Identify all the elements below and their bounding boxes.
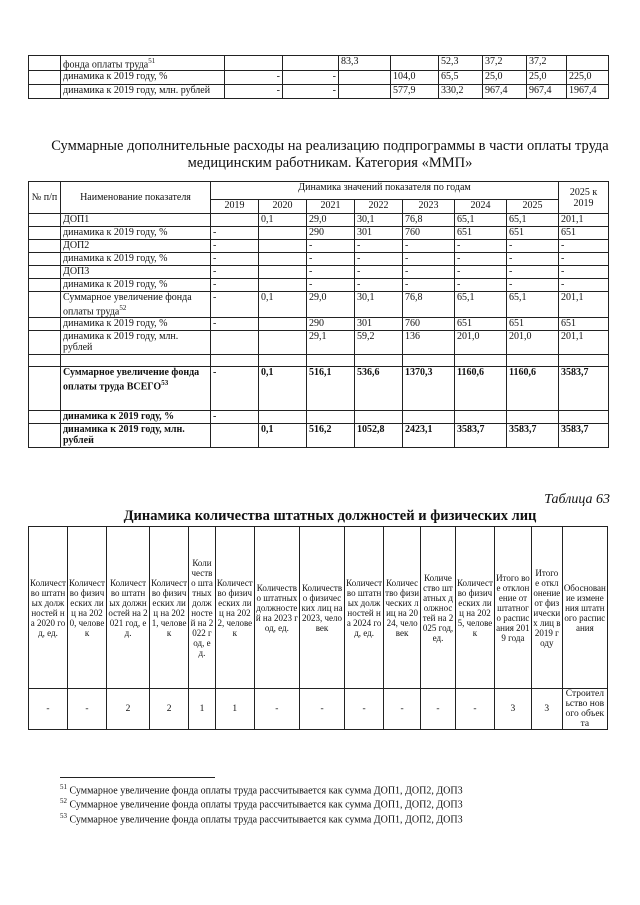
row-name <box>61 253 211 266</box>
table-cell: - <box>355 266 403 279</box>
table-cell: 201,1 <box>559 214 609 227</box>
table-row <box>29 253 609 266</box>
table-cell <box>211 214 259 227</box>
row-name-text: динамика к 2019 году, % <box>63 71 168 83</box>
year-header: 2019 <box>211 200 259 214</box>
staff-cell: 3 <box>531 689 562 730</box>
row-num <box>29 266 61 279</box>
table-cell: - <box>403 240 455 253</box>
table-cell: 37,2 <box>483 56 527 71</box>
table-cell: - <box>355 279 403 292</box>
row-name <box>61 56 225 71</box>
table-cell: 37,2 <box>527 56 567 71</box>
staff-header: Итого вое отклонение от штатного расписания 2019 года <box>494 527 531 689</box>
table-cell: - <box>211 240 259 253</box>
row-num <box>29 411 61 424</box>
table-cell: 651 <box>455 227 507 240</box>
table-cell <box>403 355 455 367</box>
table-cell: - <box>211 318 259 331</box>
header-2025-vs-2019: 2025 к 2019 <box>559 182 609 214</box>
table-cell: 1370,3 <box>403 367 455 411</box>
table-cell: 65,1 <box>455 214 507 227</box>
table-cell: 59,2 <box>355 331 403 355</box>
table-cell: 3583,7 <box>559 367 609 411</box>
staff-cell: - <box>299 689 344 730</box>
row-name <box>61 240 211 253</box>
row-name <box>61 331 211 355</box>
staff-cell: - <box>455 689 494 730</box>
table-cell: - <box>559 240 609 253</box>
table-cell <box>507 411 559 424</box>
table-cell: - <box>211 367 259 411</box>
table-cell: 1160,6 <box>455 367 507 411</box>
table-cell: 760 <box>403 318 455 331</box>
footnote-text: Суммарное увеличение фонда оплаты труда рассчитывается как сумма ДОП1, ДОП2, ДОП3 <box>69 813 463 825</box>
row-name <box>61 266 211 279</box>
table-cell: 136 <box>403 331 455 355</box>
table-cell: 29,0 <box>307 292 355 318</box>
row-name-text: динамика к 2019 году, % <box>63 253 168 264</box>
row-name <box>61 214 211 227</box>
table-cell: - <box>307 279 355 292</box>
staff-header: Количество физических лиц на 2024, человек <box>384 527 421 689</box>
staff-header: Количество штатных должностей на 2024 год, ед. <box>345 527 384 689</box>
row-num <box>29 355 61 367</box>
table-cell <box>307 411 355 424</box>
row-num <box>29 318 61 331</box>
table-cell: - <box>559 279 609 292</box>
row-name <box>61 411 211 424</box>
staff-cell: - <box>68 689 107 730</box>
year-header: 2021 <box>307 200 355 214</box>
table-cell: 1160,6 <box>507 367 559 411</box>
table-cell: - <box>211 253 259 266</box>
row-name-text: фонда оплаты труда <box>63 59 149 71</box>
table-row <box>29 355 609 367</box>
staff-header: Количество физических лиц на 2022, человек <box>215 527 254 689</box>
year-header: 2025 <box>507 200 559 214</box>
table-cell <box>283 56 339 71</box>
row-num <box>29 279 61 292</box>
year-header: 2022 <box>355 200 403 214</box>
table-cell <box>355 411 403 424</box>
row-name-text: ДОП3 <box>63 266 90 277</box>
table-cell <box>307 355 355 367</box>
footnote <box>60 782 463 796</box>
row-name <box>61 279 211 292</box>
table-number: Таблица 63 <box>544 492 610 507</box>
table-cell: 65,5 <box>439 71 483 85</box>
staff-header: Количество штатных должностей на 2020 год, ед. <box>29 527 68 689</box>
table-cell: - <box>403 253 455 266</box>
table-row <box>29 227 609 240</box>
row-name <box>61 85 225 99</box>
table-cell: 201,0 <box>507 331 559 355</box>
row-name-text: динамика к 2019 году, млн. рублей <box>63 85 211 97</box>
table-cell: 0,1 <box>259 214 307 227</box>
table-row <box>29 424 609 448</box>
table-cell <box>211 424 259 448</box>
table-cell: 967,4 <box>527 85 567 99</box>
table-cell: - <box>211 292 259 318</box>
staff-cell: - <box>345 689 384 730</box>
table-cell: - <box>559 266 609 279</box>
table-cell <box>391 56 439 71</box>
table-cell: 65,1 <box>507 214 559 227</box>
row-name-text: динамика к 2019 году, % <box>63 318 168 330</box>
table-cell: - <box>507 253 559 266</box>
table-cell: 0,1 <box>259 367 307 411</box>
row-name-text: динамика к 2019 году, млн. рублей <box>63 331 179 354</box>
table-cell: - <box>225 85 283 99</box>
footnotes <box>60 782 463 825</box>
row-name <box>61 355 211 367</box>
row-name <box>61 424 211 448</box>
table-row <box>29 292 609 318</box>
footnote-separator <box>60 777 215 778</box>
row-num <box>29 292 61 318</box>
footnote-ref: 52 <box>119 304 127 312</box>
row-name-text: динамика к 2019 году, млн. рублей <box>63 424 185 447</box>
continued-table <box>28 55 609 99</box>
table-cell <box>355 355 403 367</box>
table-cell <box>339 71 391 85</box>
year-header: 2023 <box>403 200 455 214</box>
table-cell: 967,4 <box>483 85 527 99</box>
table-cell: - <box>307 266 355 279</box>
footnote <box>60 796 463 810</box>
table-cell: 29,1 <box>307 331 355 355</box>
table-row <box>29 56 609 71</box>
table-cell: 301 <box>355 318 403 331</box>
table-cell <box>259 318 307 331</box>
row-name-text: динамика к 2019 году, % <box>63 279 168 290</box>
table-cell: - <box>283 85 339 99</box>
header-name: Наименование показателя <box>61 182 211 214</box>
row-num <box>29 56 61 71</box>
footnote-number: 53 <box>60 811 67 820</box>
table-cell: - <box>455 253 507 266</box>
table-cell <box>559 411 609 424</box>
table-cell: 52,3 <box>439 56 483 71</box>
table-cell: - <box>211 411 259 424</box>
staff-header: Количество физических лиц на 2025, человек <box>455 527 494 689</box>
staff-cell: Строительство нового объекта <box>562 689 607 730</box>
table-cell: 516,2 <box>307 424 355 448</box>
table-cell: 1052,8 <box>355 424 403 448</box>
row-num <box>29 240 61 253</box>
row-num <box>29 214 61 227</box>
table-cell: 201,0 <box>455 331 507 355</box>
row-num <box>29 71 61 85</box>
staff-cell: 2 <box>150 689 189 730</box>
table-cell: 30,1 <box>355 214 403 227</box>
table-cell: - <box>355 240 403 253</box>
table-cell <box>559 355 609 367</box>
row-num <box>29 227 61 240</box>
table-cell: 516,1 <box>307 367 355 411</box>
table-cell: - <box>507 266 559 279</box>
table-cell: 1967,4 <box>567 85 609 99</box>
table-row <box>29 367 609 411</box>
staff-header: Количество штатных должностей на 2022 год, ед. <box>189 527 216 689</box>
table-row <box>29 85 609 99</box>
staff-header: Итого е отклонение от физических лиц в 2019 году <box>531 527 562 689</box>
table-row <box>29 71 609 85</box>
table-cell <box>507 355 559 367</box>
table-cell: - <box>211 227 259 240</box>
footnote-ref: 51 <box>148 57 156 65</box>
footnote-number: 52 <box>60 797 67 806</box>
row-name <box>61 318 211 331</box>
staff-cell: 2 <box>107 689 150 730</box>
table-cell <box>211 355 259 367</box>
staff-cell: - <box>384 689 421 730</box>
footnote-text: Суммарное увеличение фонда оплаты труда рассчитывается как сумма ДОП1, ДОП2, ДОП3 <box>69 799 463 811</box>
table-cell <box>259 253 307 266</box>
section-title: Суммарные дополнительные расходы на реализацию подпрограммы в части оплаты труда медицинским работникам. Категория «ММП» <box>51 138 609 171</box>
table-cell <box>259 279 307 292</box>
table-cell: 83,3 <box>339 56 391 71</box>
row-num <box>29 424 61 448</box>
year-header: 2024 <box>455 200 507 214</box>
row-num <box>29 367 61 411</box>
staff-cell: 1 <box>189 689 216 730</box>
table-cell: 201,1 <box>559 331 609 355</box>
staff-cell: 3 <box>494 689 531 730</box>
row-name <box>61 367 211 411</box>
table-cell: 651 <box>507 227 559 240</box>
table-cell: - <box>455 240 507 253</box>
staff-header: Количество штатных должностей на 2023 год, ед. <box>254 527 299 689</box>
row-num <box>29 253 61 266</box>
table-cell: 651 <box>559 318 609 331</box>
table-cell: - <box>355 253 403 266</box>
table-cell: 104,0 <box>391 71 439 85</box>
header-dynamics: Динамика значений показателя по годам <box>211 182 559 200</box>
table-cell: 76,8 <box>403 292 455 318</box>
staff-cell: 1 <box>215 689 254 730</box>
table-cell: 651 <box>559 227 609 240</box>
table-cell: 301 <box>355 227 403 240</box>
table-cell: 76,8 <box>403 214 455 227</box>
table-cell: - <box>283 71 339 85</box>
table-cell: 201,1 <box>559 292 609 318</box>
table-cell: - <box>507 240 559 253</box>
table-cell: 290 <box>307 318 355 331</box>
staff-header: Количество штатных должностей на 2025 год, ед. <box>421 527 456 689</box>
table-cell: - <box>211 279 259 292</box>
table-row <box>29 279 609 292</box>
table-row <box>29 266 609 279</box>
staff-table <box>28 526 608 730</box>
table-cell: 0,1 <box>259 424 307 448</box>
table-cell: 0,1 <box>259 292 307 318</box>
table-cell <box>455 355 507 367</box>
staff-header: Обоснование изменения штатного расписания <box>562 527 607 689</box>
table-cell: 25,0 <box>527 71 567 85</box>
table-cell <box>339 85 391 99</box>
staff-cell: - <box>421 689 456 730</box>
table-cell: 225,0 <box>567 71 609 85</box>
row-name <box>61 292 211 318</box>
table-cell: - <box>307 240 355 253</box>
staff-cell: - <box>29 689 68 730</box>
table-cell <box>259 266 307 279</box>
row-name-text: Суммарное увеличение фонда оплаты труда ВСЕГО <box>63 367 200 393</box>
table-cell <box>455 411 507 424</box>
table-cell: 25,0 <box>483 71 527 85</box>
table-cell <box>259 227 307 240</box>
table-cell <box>259 240 307 253</box>
staff-header: Количество физических лиц на 2023, человек <box>299 527 344 689</box>
table-cell: - <box>307 253 355 266</box>
table-cell: 3583,7 <box>455 424 507 448</box>
table-cell: - <box>225 71 283 85</box>
staff-cell: - <box>254 689 299 730</box>
row-name-text: Суммарное увеличение фонда оплаты труда <box>63 292 192 318</box>
table-title: Динамика количества штатных должностей и физических лиц <box>123 508 537 524</box>
table-cell: - <box>211 266 259 279</box>
table-cell: 651 <box>507 318 559 331</box>
table-cell <box>259 331 307 355</box>
table-row <box>29 331 609 355</box>
table-cell: 536,6 <box>355 367 403 411</box>
row-name-text: ДОП1 <box>63 214 90 225</box>
staff-header: Количество физических лиц на 2021, человек <box>150 527 189 689</box>
row-name <box>61 71 225 85</box>
footnote <box>60 811 463 825</box>
table-cell: - <box>403 266 455 279</box>
table-cell: 65,1 <box>455 292 507 318</box>
table-cell <box>259 355 307 367</box>
row-name <box>61 227 211 240</box>
table-row <box>29 318 609 331</box>
year-header: 2020 <box>259 200 307 214</box>
expenses-table <box>28 181 609 448</box>
header-num: № п/п <box>29 182 61 214</box>
footnote-ref: 53 <box>161 379 169 388</box>
row-num <box>29 85 61 99</box>
table-cell: - <box>403 279 455 292</box>
table-cell: - <box>455 279 507 292</box>
table-cell: 30,1 <box>355 292 403 318</box>
table-cell: 65,1 <box>507 292 559 318</box>
row-num <box>29 331 61 355</box>
table-cell <box>225 56 283 71</box>
table-cell: 3583,7 <box>507 424 559 448</box>
table-cell: - <box>559 253 609 266</box>
table-cell: 330,2 <box>439 85 483 99</box>
table-row <box>29 411 609 424</box>
table-cell <box>211 331 259 355</box>
table-cell: 3583,7 <box>559 424 609 448</box>
table-cell <box>567 56 609 71</box>
staff-header: Количество штатных должностей на 2021 год, ед. <box>107 527 150 689</box>
table-cell: 651 <box>455 318 507 331</box>
row-name-text: ДОП2 <box>63 240 90 251</box>
footnote-number: 51 <box>60 783 67 791</box>
table-cell: 29,0 <box>307 214 355 227</box>
table-row <box>29 240 609 253</box>
table-row <box>29 214 609 227</box>
table-cell <box>403 411 455 424</box>
staff-header: Количество физических лиц на 2020, человек <box>68 527 107 689</box>
table-cell: 290 <box>307 227 355 240</box>
table-cell: - <box>507 279 559 292</box>
table-cell <box>259 411 307 424</box>
table-cell: 577,9 <box>391 85 439 99</box>
table-cell: - <box>455 266 507 279</box>
table-cell: 760 <box>403 227 455 240</box>
footnote-text: Суммарное увеличение фонда оплаты труда рассчитывается как сумма ДОП1, ДОП2, ДОП3 <box>69 785 463 797</box>
row-name-text: динамика к 2019 году, % <box>63 227 168 238</box>
table-cell: 2423,1 <box>403 424 455 448</box>
row-name-text: динамика к 2019 году, % <box>63 411 175 423</box>
